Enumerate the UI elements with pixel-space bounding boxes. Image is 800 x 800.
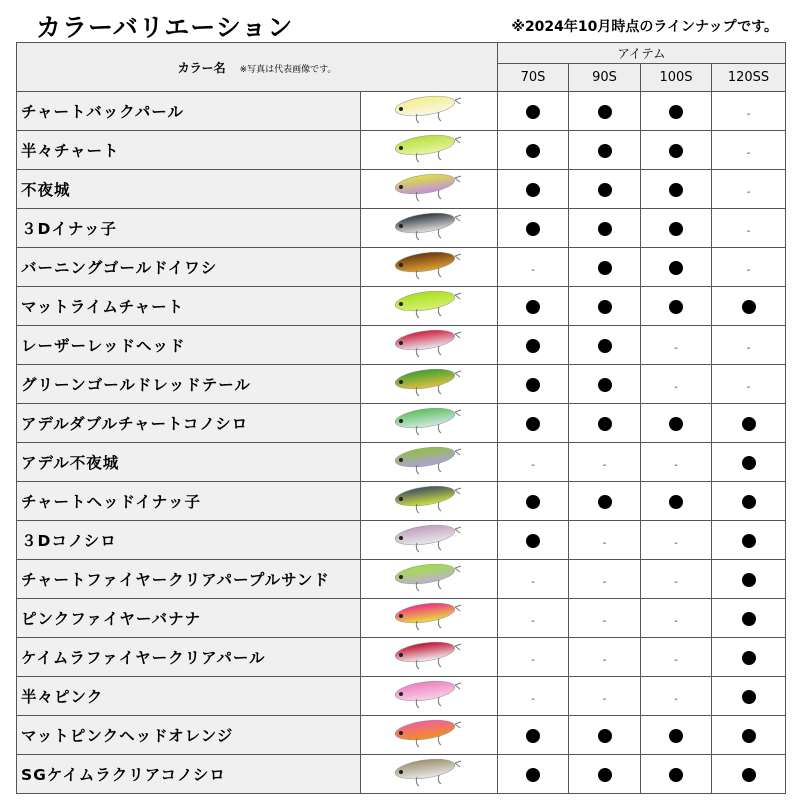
available-mark bbox=[598, 417, 612, 431]
availability-cell-90s bbox=[569, 560, 641, 599]
lure-image bbox=[361, 365, 498, 404]
available-mark bbox=[742, 690, 756, 704]
color-name: チャートヘッドイナッ子 bbox=[17, 482, 361, 521]
color-name: バーニングゴールドイワシ bbox=[17, 248, 361, 287]
lure-image bbox=[361, 170, 498, 209]
availability-cell-90s bbox=[569, 443, 641, 482]
table-row bbox=[17, 92, 786, 131]
unavailable-mark: - bbox=[746, 147, 751, 159]
availability-cell-70s bbox=[498, 443, 569, 482]
available-mark bbox=[526, 495, 540, 509]
table-row bbox=[17, 131, 786, 170]
unavailable-mark: - bbox=[602, 693, 607, 705]
availability-cell-90s bbox=[569, 131, 641, 170]
availability-cell-100s bbox=[641, 677, 712, 716]
lure-image bbox=[361, 326, 498, 365]
unavailable-mark: - bbox=[531, 576, 535, 588]
table-row bbox=[17, 443, 786, 482]
lure-image bbox=[361, 209, 498, 248]
availability-cell-90s bbox=[569, 326, 641, 365]
lure-image bbox=[361, 287, 498, 326]
availability-cell-120ss bbox=[712, 92, 786, 131]
available-mark bbox=[526, 417, 540, 431]
lure-image bbox=[361, 404, 498, 443]
lure-icon bbox=[389, 716, 469, 750]
color-name: ケイムラファイヤークリアパール bbox=[17, 638, 361, 677]
availability-cell-120ss bbox=[712, 131, 786, 170]
availability-cell-100s bbox=[641, 755, 712, 794]
lure-image bbox=[361, 560, 498, 599]
column-100s: 100S bbox=[641, 64, 712, 92]
availability-cell-100s bbox=[641, 560, 712, 599]
availability-cell-70s bbox=[498, 131, 569, 170]
lure-icon bbox=[389, 599, 469, 633]
color-name: マットピンクヘッドオレンジ bbox=[17, 716, 361, 755]
availability-cell-70s bbox=[498, 170, 569, 209]
available-mark bbox=[598, 378, 612, 392]
table-row bbox=[17, 248, 786, 287]
unavailable-mark: - bbox=[531, 615, 535, 627]
available-mark bbox=[742, 573, 756, 587]
item-header: アイテム bbox=[498, 43, 786, 64]
column-70s: 70S bbox=[498, 64, 569, 92]
availability-cell-100s bbox=[641, 404, 712, 443]
available-mark bbox=[526, 222, 540, 236]
availability-cell-120ss bbox=[712, 404, 786, 443]
lure-icon bbox=[389, 482, 469, 516]
available-mark bbox=[669, 729, 683, 743]
availability-cell-120ss bbox=[712, 209, 786, 248]
unavailable-mark: - bbox=[746, 342, 751, 354]
unavailable-mark: - bbox=[531, 459, 535, 471]
availability-cell-90s bbox=[569, 365, 641, 404]
unavailable-mark: - bbox=[674, 654, 678, 666]
color-name: 半々チャート bbox=[17, 131, 361, 170]
lure-image bbox=[361, 482, 498, 521]
availability-cell-70s bbox=[498, 209, 569, 248]
availability-cell-100s bbox=[641, 92, 712, 131]
lineup-note: ※2024年10月時点のラインナップです。 bbox=[511, 19, 778, 35]
lure-icon bbox=[389, 677, 469, 711]
lure-image bbox=[361, 248, 498, 287]
available-mark bbox=[526, 378, 540, 392]
available-mark bbox=[669, 300, 683, 314]
lure-image bbox=[361, 755, 498, 794]
availability-cell-100s bbox=[641, 209, 712, 248]
availability-cell-70s bbox=[498, 248, 569, 287]
unavailable-mark: - bbox=[674, 342, 678, 354]
availability-cell-70s bbox=[498, 560, 569, 599]
availability-cell-100s bbox=[641, 599, 712, 638]
availability-cell-120ss bbox=[712, 521, 786, 560]
unavailable-mark: - bbox=[746, 381, 751, 393]
table-row bbox=[17, 521, 786, 560]
availability-cell-90s bbox=[569, 599, 641, 638]
lure-image bbox=[361, 92, 498, 131]
unavailable-mark: - bbox=[602, 537, 607, 549]
availability-cell-120ss bbox=[712, 755, 786, 794]
availability-cell-120ss bbox=[712, 716, 786, 755]
color-name: マットライムチャート bbox=[17, 287, 361, 326]
color-name: 半々ピンク bbox=[17, 677, 361, 716]
availability-cell-90s bbox=[569, 248, 641, 287]
availability-cell-120ss bbox=[712, 326, 786, 365]
table-row bbox=[17, 716, 786, 755]
lure-image bbox=[361, 716, 498, 755]
color-name: アデルダブルチャートコノシロ bbox=[17, 404, 361, 443]
color-name: ピンクファイヤーバナナ bbox=[17, 599, 361, 638]
available-mark bbox=[598, 183, 612, 197]
available-mark bbox=[598, 768, 612, 782]
lure-image bbox=[361, 443, 498, 482]
available-mark bbox=[742, 534, 756, 548]
available-mark bbox=[526, 105, 540, 119]
unavailable-mark: - bbox=[531, 264, 535, 276]
available-mark bbox=[742, 495, 756, 509]
availability-cell-70s bbox=[498, 326, 569, 365]
availability-cell-70s bbox=[498, 716, 569, 755]
availability-cell-120ss bbox=[712, 287, 786, 326]
unavailable-mark: - bbox=[602, 615, 607, 627]
unavailable-mark: - bbox=[746, 186, 751, 198]
available-mark bbox=[742, 612, 756, 626]
unavailable-mark: - bbox=[746, 264, 751, 276]
availability-cell-100s bbox=[641, 443, 712, 482]
availability-cell-120ss bbox=[712, 365, 786, 404]
lure-icon bbox=[389, 365, 469, 399]
table-row bbox=[17, 170, 786, 209]
available-mark bbox=[598, 729, 612, 743]
color-name: SGケイムラクリアコノシロ bbox=[17, 755, 361, 794]
available-mark bbox=[669, 105, 683, 119]
available-mark bbox=[526, 534, 540, 548]
lure-image bbox=[361, 677, 498, 716]
available-mark bbox=[526, 339, 540, 353]
availability-cell-100s bbox=[641, 287, 712, 326]
unavailable-mark: - bbox=[674, 693, 678, 705]
color-name: 不夜城 bbox=[17, 170, 361, 209]
availability-cell-100s bbox=[641, 131, 712, 170]
availability-cell-90s bbox=[569, 677, 641, 716]
lure-icon bbox=[389, 287, 469, 321]
available-mark bbox=[742, 300, 756, 314]
availability-cell-90s bbox=[569, 92, 641, 131]
availability-cell-120ss bbox=[712, 560, 786, 599]
available-mark bbox=[669, 417, 683, 431]
availability-cell-70s bbox=[498, 92, 569, 131]
availability-cell-90s bbox=[569, 482, 641, 521]
available-mark bbox=[598, 300, 612, 314]
availability-cell-70s bbox=[498, 482, 569, 521]
lure-icon bbox=[389, 92, 469, 126]
available-mark bbox=[598, 222, 612, 236]
available-mark bbox=[669, 183, 683, 197]
lure-image bbox=[361, 521, 498, 560]
color-name: チャートファイヤークリアパープルサンド bbox=[17, 560, 361, 599]
table-row bbox=[17, 326, 786, 365]
availability-cell-100s bbox=[641, 248, 712, 287]
availability-cell-70s bbox=[498, 599, 569, 638]
available-mark bbox=[742, 417, 756, 431]
available-mark bbox=[742, 729, 756, 743]
available-mark bbox=[669, 261, 683, 275]
table-row bbox=[17, 482, 786, 521]
availability-cell-120ss bbox=[712, 443, 786, 482]
availability-cell-120ss bbox=[712, 482, 786, 521]
table-row bbox=[17, 677, 786, 716]
availability-cell-90s bbox=[569, 638, 641, 677]
unavailable-mark: - bbox=[746, 225, 751, 237]
lure-image bbox=[361, 131, 498, 170]
availability-cell-90s bbox=[569, 716, 641, 755]
available-mark bbox=[669, 495, 683, 509]
availability-cell-70s bbox=[498, 365, 569, 404]
color-name: アデル不夜城 bbox=[17, 443, 361, 482]
lure-icon bbox=[389, 560, 469, 594]
photo-note: ※写真は代表画像です。 bbox=[239, 64, 337, 75]
availability-cell-120ss bbox=[712, 638, 786, 677]
availability-cell-120ss bbox=[712, 677, 786, 716]
color-name-header bbox=[17, 43, 498, 92]
table-row bbox=[17, 755, 786, 794]
availability-cell-90s bbox=[569, 287, 641, 326]
unavailable-mark: - bbox=[674, 576, 678, 588]
availability-cell-120ss bbox=[712, 599, 786, 638]
column-90s: 90S bbox=[569, 64, 641, 92]
available-mark bbox=[598, 495, 612, 509]
table-row bbox=[17, 209, 786, 248]
available-mark bbox=[742, 768, 756, 782]
unavailable-mark: - bbox=[531, 654, 535, 666]
lure-icon bbox=[389, 443, 469, 477]
available-mark bbox=[598, 144, 612, 158]
available-mark bbox=[598, 339, 612, 353]
unavailable-mark: - bbox=[602, 459, 607, 471]
color-name-label: カラー名 bbox=[177, 60, 226, 75]
availability-cell-90s bbox=[569, 404, 641, 443]
availability-cell-100s bbox=[641, 365, 712, 404]
color-name: チャートバックパール bbox=[17, 92, 361, 131]
color-name: ３Dコノシロ bbox=[17, 521, 361, 560]
available-mark bbox=[526, 183, 540, 197]
table-row bbox=[17, 365, 786, 404]
available-mark bbox=[669, 768, 683, 782]
availability-cell-100s bbox=[641, 638, 712, 677]
unavailable-mark: - bbox=[531, 693, 535, 705]
color-name: グリーンゴールドレッドテール bbox=[17, 365, 361, 404]
lure-icon bbox=[389, 638, 469, 672]
color-name: ３Dイナッ子 bbox=[17, 209, 361, 248]
lure-image bbox=[361, 638, 498, 677]
availability-cell-90s bbox=[569, 755, 641, 794]
table-row bbox=[17, 404, 786, 443]
available-mark bbox=[669, 222, 683, 236]
unavailable-mark: - bbox=[746, 108, 751, 120]
unavailable-mark: - bbox=[602, 576, 607, 588]
available-mark bbox=[742, 456, 756, 470]
availability-cell-90s bbox=[569, 209, 641, 248]
unavailable-mark: - bbox=[674, 537, 678, 549]
lure-icon bbox=[389, 755, 469, 789]
availability-cell-90s bbox=[569, 170, 641, 209]
availability-cell-120ss bbox=[712, 248, 786, 287]
availability-cell-70s bbox=[498, 677, 569, 716]
available-mark bbox=[526, 768, 540, 782]
lure-image bbox=[361, 599, 498, 638]
availability-cell-120ss bbox=[712, 170, 786, 209]
available-mark bbox=[526, 144, 540, 158]
availability-cell-70s bbox=[498, 287, 569, 326]
lure-icon bbox=[389, 131, 469, 165]
availability-cell-70s bbox=[498, 638, 569, 677]
color-variation-table bbox=[16, 42, 786, 794]
unavailable-mark: - bbox=[602, 654, 607, 666]
available-mark bbox=[526, 300, 540, 314]
unavailable-mark: - bbox=[674, 381, 678, 393]
table-row bbox=[17, 599, 786, 638]
availability-cell-90s bbox=[569, 521, 641, 560]
lure-icon bbox=[389, 326, 469, 360]
color-name: レーザーレッドヘッド bbox=[17, 326, 361, 365]
page-title: カラーバリエーション bbox=[36, 13, 294, 42]
available-mark bbox=[598, 261, 612, 275]
column-120ss: 120SS bbox=[712, 64, 786, 92]
available-mark bbox=[526, 729, 540, 743]
table-row bbox=[17, 560, 786, 599]
lure-icon bbox=[389, 248, 469, 282]
availability-cell-100s bbox=[641, 170, 712, 209]
unavailable-mark: - bbox=[674, 459, 678, 471]
available-mark bbox=[598, 105, 612, 119]
availability-cell-100s bbox=[641, 326, 712, 365]
table-row bbox=[17, 638, 786, 677]
availability-cell-70s bbox=[498, 521, 569, 560]
lure-icon bbox=[389, 209, 469, 243]
lure-icon bbox=[389, 170, 469, 204]
lure-icon bbox=[389, 521, 469, 555]
availability-cell-70s bbox=[498, 404, 569, 443]
availability-cell-100s bbox=[641, 521, 712, 560]
unavailable-mark: - bbox=[674, 615, 678, 627]
available-mark bbox=[742, 651, 756, 665]
lure-icon bbox=[389, 404, 469, 438]
availability-cell-70s bbox=[498, 755, 569, 794]
availability-cell-100s bbox=[641, 716, 712, 755]
available-mark bbox=[669, 144, 683, 158]
table-row bbox=[17, 287, 786, 326]
availability-cell-100s bbox=[641, 482, 712, 521]
